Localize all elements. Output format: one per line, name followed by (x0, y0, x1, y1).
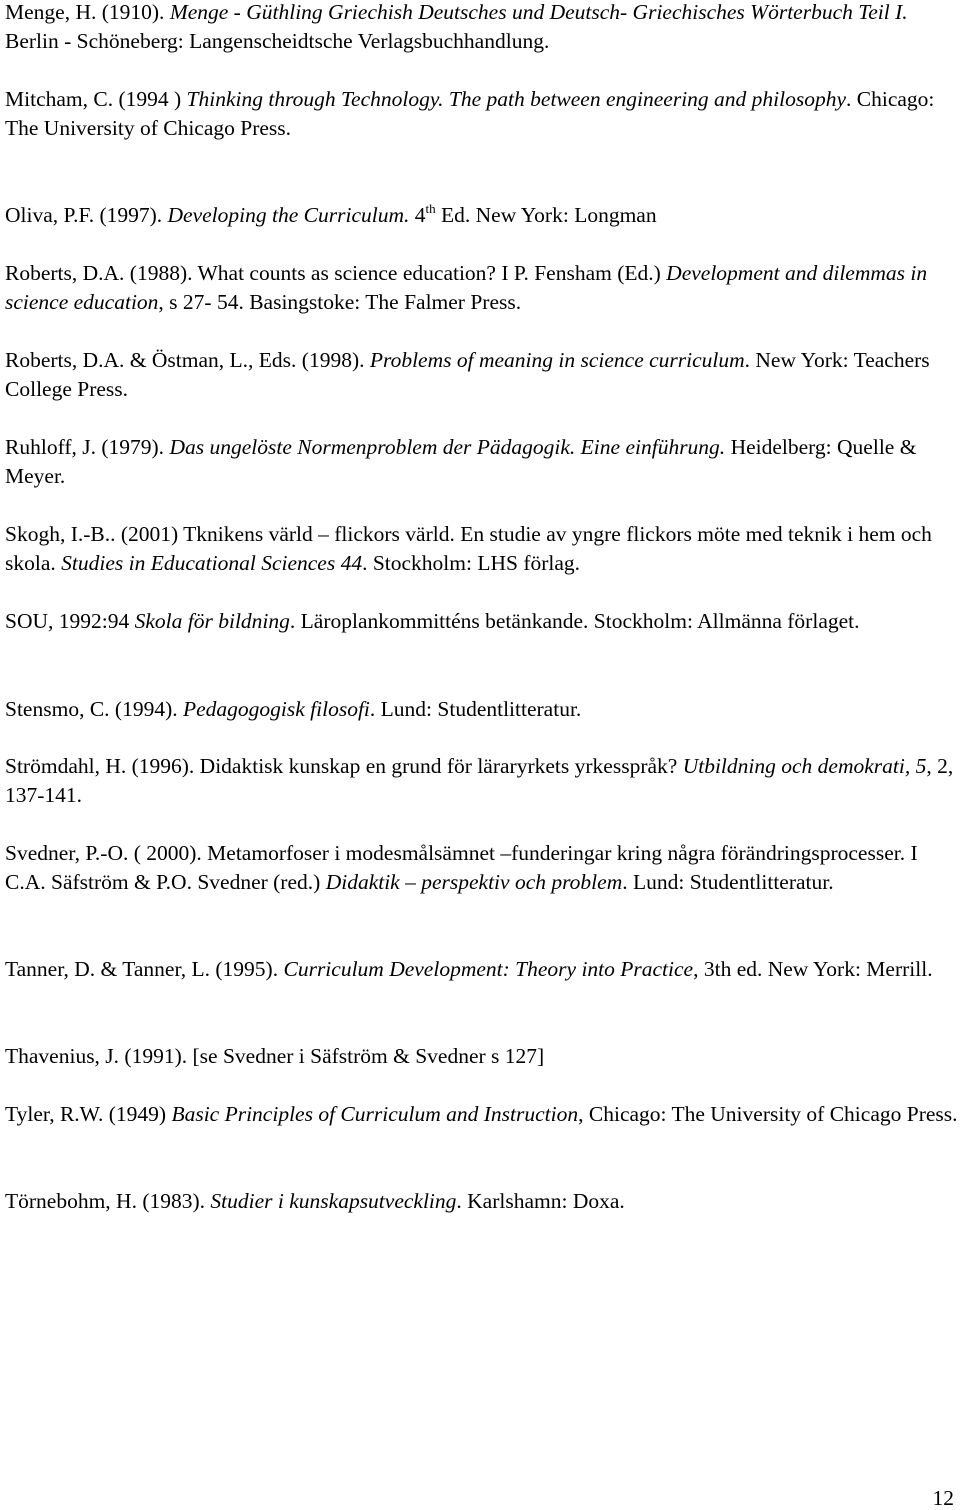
reference-text: Tyler, R.W. (1949) (5, 1102, 172, 1126)
reference-text: Menge, H. (1910). (5, 0, 170, 24)
reference-text: . Läroplankommitténs betänkande. Stockholm: Allmänna förlaget. (289, 609, 860, 633)
reference-entry-sou (5, 607, 959, 636)
reference-title: Problems of meaning in science curriculum (369, 348, 745, 372)
reference-entry-svedner (5, 839, 959, 897)
ordinal-superscript: th (425, 201, 436, 216)
reference-text: , 3th ed. New York: Merrill. (693, 957, 933, 981)
reference-text: Svedner, P.-O. ( 2000). Metamorfoser i modesmålsämnet –funderingar kring några förändringsprocesser. I C.A. Säfström & P.O. Svedner (red.) (5, 841, 924, 894)
reference-text: . Karlshamn: Doxa. (456, 1189, 625, 1213)
reference-text: Stensmo, C. (1994). (5, 697, 183, 721)
reference-entry-oliva (5, 201, 959, 232)
reference-text: Roberts, D.A. & Östman, L., Eds. (1998). (5, 348, 370, 372)
reference-text: Oliva, P.F. (1997). (5, 203, 168, 227)
page-number: 12 (932, 1486, 954, 1510)
reference-text: , s 27- 54. Basingstoke: The Falmer Press. (158, 290, 522, 314)
reference-entry-skogh (5, 520, 959, 578)
reference-text: Tanner, D. & Tanner, L. (1995). (5, 957, 284, 981)
reference-text: , Chicago: The University of Chicago Press. (578, 1102, 958, 1126)
reference-title: Pedagogogisk filosofi (182, 697, 370, 721)
reference-text: Ed. New York: Longman (435, 203, 657, 227)
reference-title: Developing the Curriculum. (167, 203, 410, 227)
reference-text: . New York: Teachers College Press. (5, 348, 936, 401)
reference-title: Studies in Educational Sciences 44 (61, 551, 363, 575)
reference-title: Basic Principles of Curriculum and Instruction (171, 1102, 579, 1126)
reference-entry-roberts-ostman (5, 346, 959, 404)
reference-title: Menge - Güthling Griechish Deutsches und Deutsch- Griechisches Wörterbuch Teil I. (169, 0, 908, 24)
reference-text: . Stockholm: LHS förlag. (362, 551, 581, 575)
reference-entry-mitcham (5, 85, 959, 143)
reference-title: Skola för bildning (134, 609, 290, 633)
reference-text: 4 (409, 203, 426, 227)
reference-text: Roberts, D.A. (1988). What counts as science education? I P. Fensham (Ed.) (5, 261, 667, 285)
reference-text: Mitcham, C. (1994 ) (5, 87, 187, 111)
reference-text: Törnebohm, H. (1983). (5, 1189, 211, 1213)
reference-title: Studier i kunskapsutveckling (210, 1189, 457, 1213)
reference-title: Das ungelöste Normenproblem der Pädagogik. Eine einführung. (169, 435, 726, 459)
reference-text: Ruhloff, J. (1979). (5, 435, 170, 459)
reference-entry-ruhloff (5, 433, 959, 491)
reference-text: . Lund: Studentlitteratur. (622, 870, 834, 894)
reference-text: Berlin - Schöneberg: Langenscheidtsche Verlagsbuchhandlung. (5, 0, 914, 53)
reference-title: Didaktik – perspektiv och problem (325, 870, 623, 894)
reference-entry-stromdahl (5, 752, 959, 810)
reference-text: Strömdahl, H. (1996). Didaktisk kunskap en grund för läraryrkets yrkesspråk? (5, 754, 683, 778)
reference-title: Utbildning och demokrati, 5 (682, 754, 927, 778)
reference-entry-menge (5, 0, 959, 56)
reference-entry-thavenius (5, 1042, 959, 1071)
reference-title: Curriculum Development: Theory into Practice (283, 957, 694, 981)
reference-text: SOU, 1992:94 (5, 609, 135, 633)
reference-text: Heidelberg: Quelle & Meyer. (5, 435, 922, 488)
reference-entry-tornebohm (5, 1187, 959, 1216)
reference-title: Development and dilemmas in science education (5, 261, 933, 314)
reference-entry-stensmo (5, 695, 959, 724)
reference-text: , 2, 137-141. (5, 754, 959, 807)
reference-entry-tyler (5, 1100, 959, 1129)
reference-text: Skogh, I.-B.. (2001) Tknikens värld – flickors värld. En studie av yngre flickors möte med teknik i hem och skola. (5, 522, 938, 575)
reference-text: . Lund: Studentlitteratur. (369, 697, 582, 721)
reference-title: Thinking through Technology. The path between engineering and philosophy (186, 87, 847, 111)
reference-text: . Chicago: The University of Chicago Press. (5, 87, 940, 140)
reference-entry-roberts-1988 (5, 259, 959, 317)
reference-entry-tanner (5, 955, 959, 984)
reference-text: Thavenius, J. (1991). [se Svedner i Säfström & Svedner s 127] (5, 1044, 545, 1068)
